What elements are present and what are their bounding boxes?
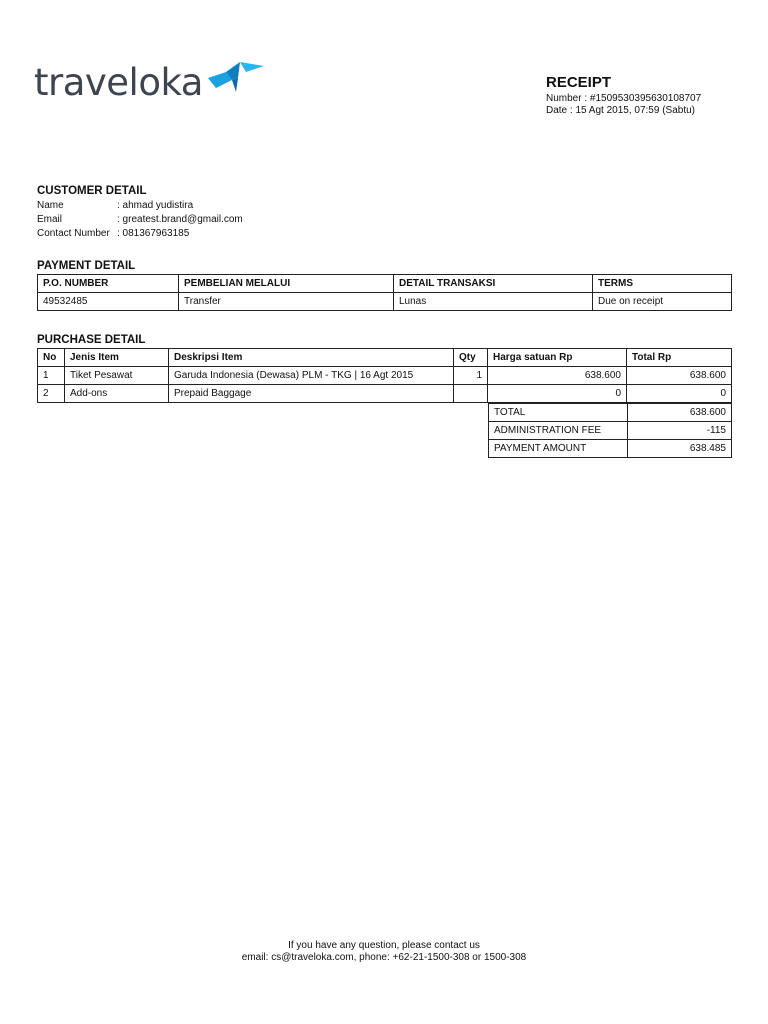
summary-total-label: TOTAL <box>489 404 628 422</box>
receipt-date: Date : 15 Agt 2015, 07:59 (Sabtu) <box>546 105 695 116</box>
row-total: 0 <box>627 385 732 403</box>
row-harga: 638.600 <box>488 367 627 385</box>
receipt-number: Number : #1509530395630108707 <box>546 93 702 104</box>
header-total: Total Rp <box>627 349 732 367</box>
summary-payment-amount-row <box>489 440 732 458</box>
summary-table <box>488 403 732 458</box>
receipt-header <box>546 74 701 117</box>
pembelian-cell: Transfer <box>179 293 394 311</box>
table-row <box>38 385 732 403</box>
contact-label: Contact Number <box>37 228 110 239</box>
table-row <box>38 367 732 385</box>
receipt-title: RECEIPT <box>546 74 612 91</box>
purchase-table <box>37 348 732 403</box>
contact-value: : 081367963185 <box>117 228 190 239</box>
header-pembelian-melalui: PEMBELIAN MELALUI <box>179 275 394 293</box>
summary-payment-amount-value: 638.485 <box>628 440 732 458</box>
customer-contact-row <box>37 227 243 241</box>
header-po-number: P.O. NUMBER <box>38 275 179 293</box>
email-label: Email <box>37 214 63 225</box>
row-total: 638.600 <box>627 367 732 385</box>
summary-admin-fee-value: -115 <box>628 422 732 440</box>
customer-email-row <box>37 213 243 227</box>
header-deskripsi-item: Deskripsi Item <box>169 349 454 367</box>
logo-text: traveloka <box>34 61 203 104</box>
detail-transaksi-cell: Lunas <box>394 293 593 311</box>
header-terms: TERMS <box>593 275 732 293</box>
row-qty: 1 <box>454 367 488 385</box>
customer-detail <box>37 199 243 241</box>
row-no: 2 <box>38 385 65 403</box>
header-detail-transaksi: DETAIL TRANSAKSI <box>394 275 593 293</box>
summary-admin-fee-row <box>489 422 732 440</box>
bird-icon <box>206 58 268 96</box>
row-harga: 0 <box>488 385 627 403</box>
row-jenis-item: Add-ons <box>65 385 169 403</box>
header-no: No <box>38 349 65 367</box>
name-label: Name <box>37 200 64 211</box>
po-number-cell: 49532485 <box>38 293 179 311</box>
name-value: : ahmad yudistira <box>117 200 194 211</box>
customer-detail-title: CUSTOMER DETAIL <box>37 185 147 197</box>
row-no: 1 <box>38 367 65 385</box>
row-deskripsi: Garuda Indonesia (Dewasa) PLM - TKG | 16 Agt 2015 <box>169 367 454 385</box>
customer-name-row <box>37 199 243 213</box>
email-value: : greatest.brand@gmail.com <box>117 214 243 225</box>
footer-contact-line: email: cs@traveloka.com, phone: +62-21-1500-308 or 1500-308 <box>241 952 527 963</box>
header-harga-satuan: Harga satuan Rp <box>488 349 627 367</box>
payment-row <box>38 293 732 311</box>
footer-line-1: If you have any question, please contact us <box>288 940 480 951</box>
summary-payment-amount-label: PAYMENT AMOUNT <box>489 440 628 458</box>
payment-table <box>37 274 732 311</box>
payment-detail-title: PAYMENT DETAIL <box>37 260 136 272</box>
traveloka-logo <box>34 58 244 108</box>
summary-total-value: 638.600 <box>628 404 732 422</box>
summary-total-row <box>489 404 732 422</box>
row-deskripsi: Prepaid Baggage <box>169 385 454 403</box>
footer <box>0 940 768 964</box>
row-qty <box>454 385 488 403</box>
terms-cell: Due on receipt <box>593 293 732 311</box>
summary-admin-fee-label: ADMINISTRATION FEE <box>489 422 628 440</box>
row-jenis-item: Tiket Pesawat <box>65 367 169 385</box>
payment-header-row <box>38 275 732 293</box>
purchase-detail-title: PURCHASE DETAIL <box>37 334 146 346</box>
header-jenis-item: Jenis Item <box>65 349 169 367</box>
header-qty: Qty <box>454 349 488 367</box>
purchase-header-row <box>38 349 732 367</box>
